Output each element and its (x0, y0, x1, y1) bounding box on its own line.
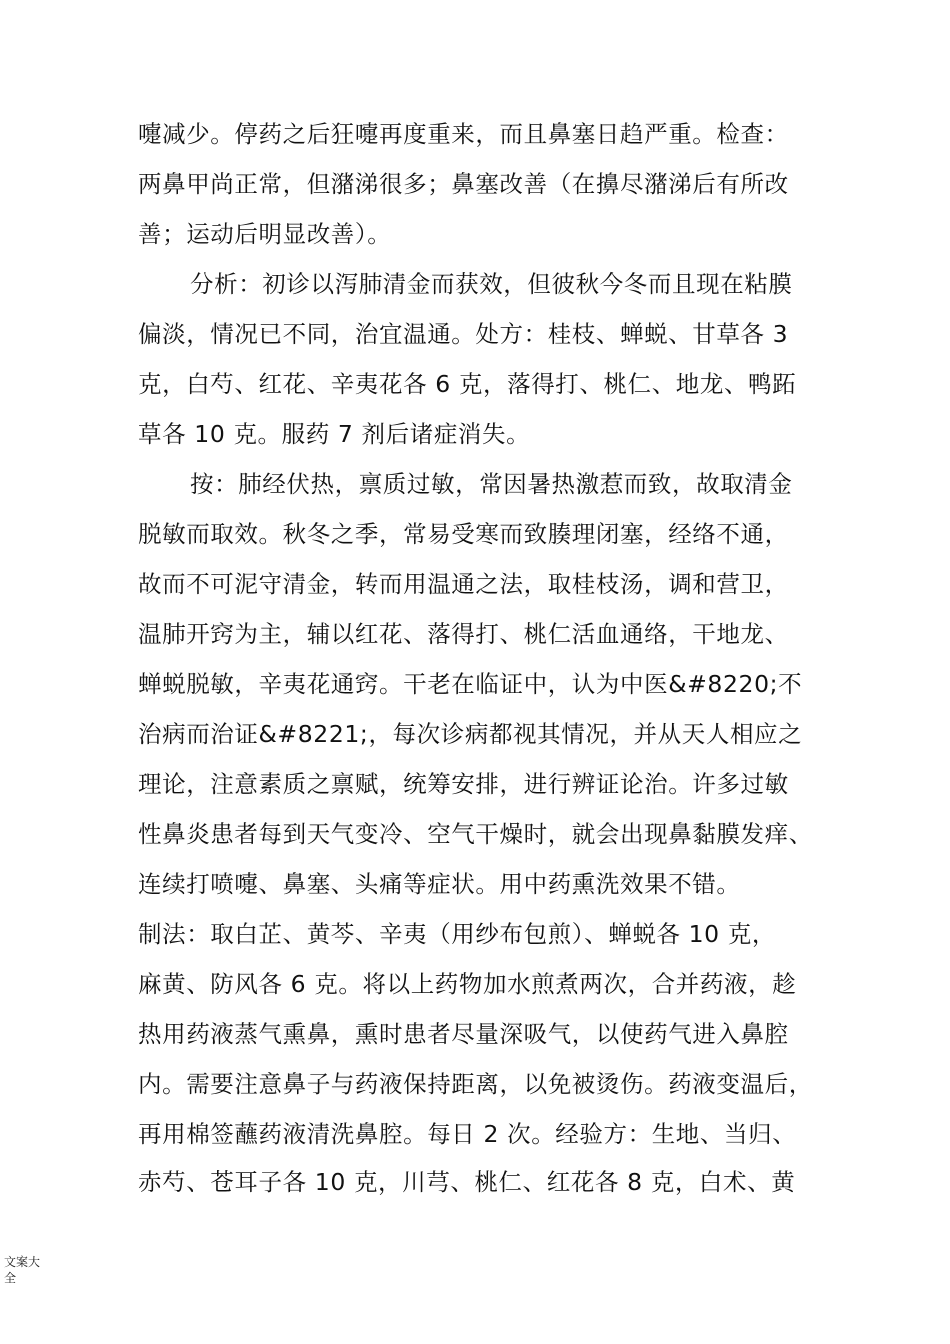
text-line: 蝉蜕脱敏，辛夷花通窍。干老在临证中，认为中医&#8220;不 (138, 670, 803, 698)
text-line: 嚏减少。停药之后狂嚏再度重来，而且鼻塞日趋严重。检查： (138, 120, 789, 148)
footer-label: 文案大全 (4, 1255, 41, 1285)
text-line: 制法：取白芷、黄芩、辛夷（用纱布包煎）、蝉蜕各 10 克， (138, 920, 776, 948)
text-line: 按：肺经伏热，禀质过敏，常因暑热激惹而致，故取清金 (190, 470, 793, 498)
text-line: 两鼻甲尚正常，但潴涕很多；鼻塞改善（在擤尽潴涕后有所改 (138, 170, 789, 198)
text-line: 故而不可泥守清金，转而用温通之法，取桂枝汤，调和营卫， (138, 570, 789, 598)
text-line: 治病而治证&#8221;，每次诊病都视其情况，并从天人相应之 (138, 720, 803, 748)
text-line: 再用棉签蘸药液清洗鼻腔。每日 2 次。经验方：生地、当归、 (138, 1120, 797, 1148)
text-line: 赤芍、苍耳子各 10 克，川芎、桃仁、红花各 8 克，白术、黄 (138, 1168, 796, 1196)
text-line: 内。需要注意鼻子与药液保持距离，以免被烫伤。药液变温后， (138, 1070, 813, 1098)
text-line: 善；运动后明显改善）。 (138, 220, 392, 248)
text-line: 热用药液蒸气熏鼻，熏时患者尽量深吸气，以使药气进入鼻腔 (138, 1020, 789, 1048)
text-line: 克，白芍、红花、辛夷花各 6 克，落得打、桃仁、地龙、鸭跖 (138, 370, 797, 398)
text-line: 草各 10 克。服药 7 剂后诸症消失。 (138, 420, 531, 448)
text-line: 分析：初诊以泻肺清金而获效，但彼秋今冬而且现在粘膜 (190, 270, 793, 298)
text-line: 脱敏而取效。秋冬之季，常易受寒而致腠理闭塞，经络不通， (138, 520, 789, 548)
text-line: 麻黄、防风各 6 克。将以上药物加水煎煮两次，合并药液，趁 (138, 970, 797, 998)
text-line: 偏淡，情况已不同，治宜温通。处方：桂枝、蝉蜕、甘草各 3 (138, 320, 789, 348)
text-line: 性鼻炎患者每到天气变冷、空气干燥时，就会出现鼻黏膜发痒、 (138, 820, 813, 848)
text-line: 温肺开窍为主，辅以红花、落得打、桃仁活血通络，干地龙、 (138, 620, 789, 648)
text-line: 理论，注意素质之禀赋，统筹安排，进行辨证论治。许多过敏 (138, 770, 789, 798)
text-line: 连续打喷嚏、鼻塞、头痛等症状。用中药熏洗效果不错。 (138, 870, 741, 898)
